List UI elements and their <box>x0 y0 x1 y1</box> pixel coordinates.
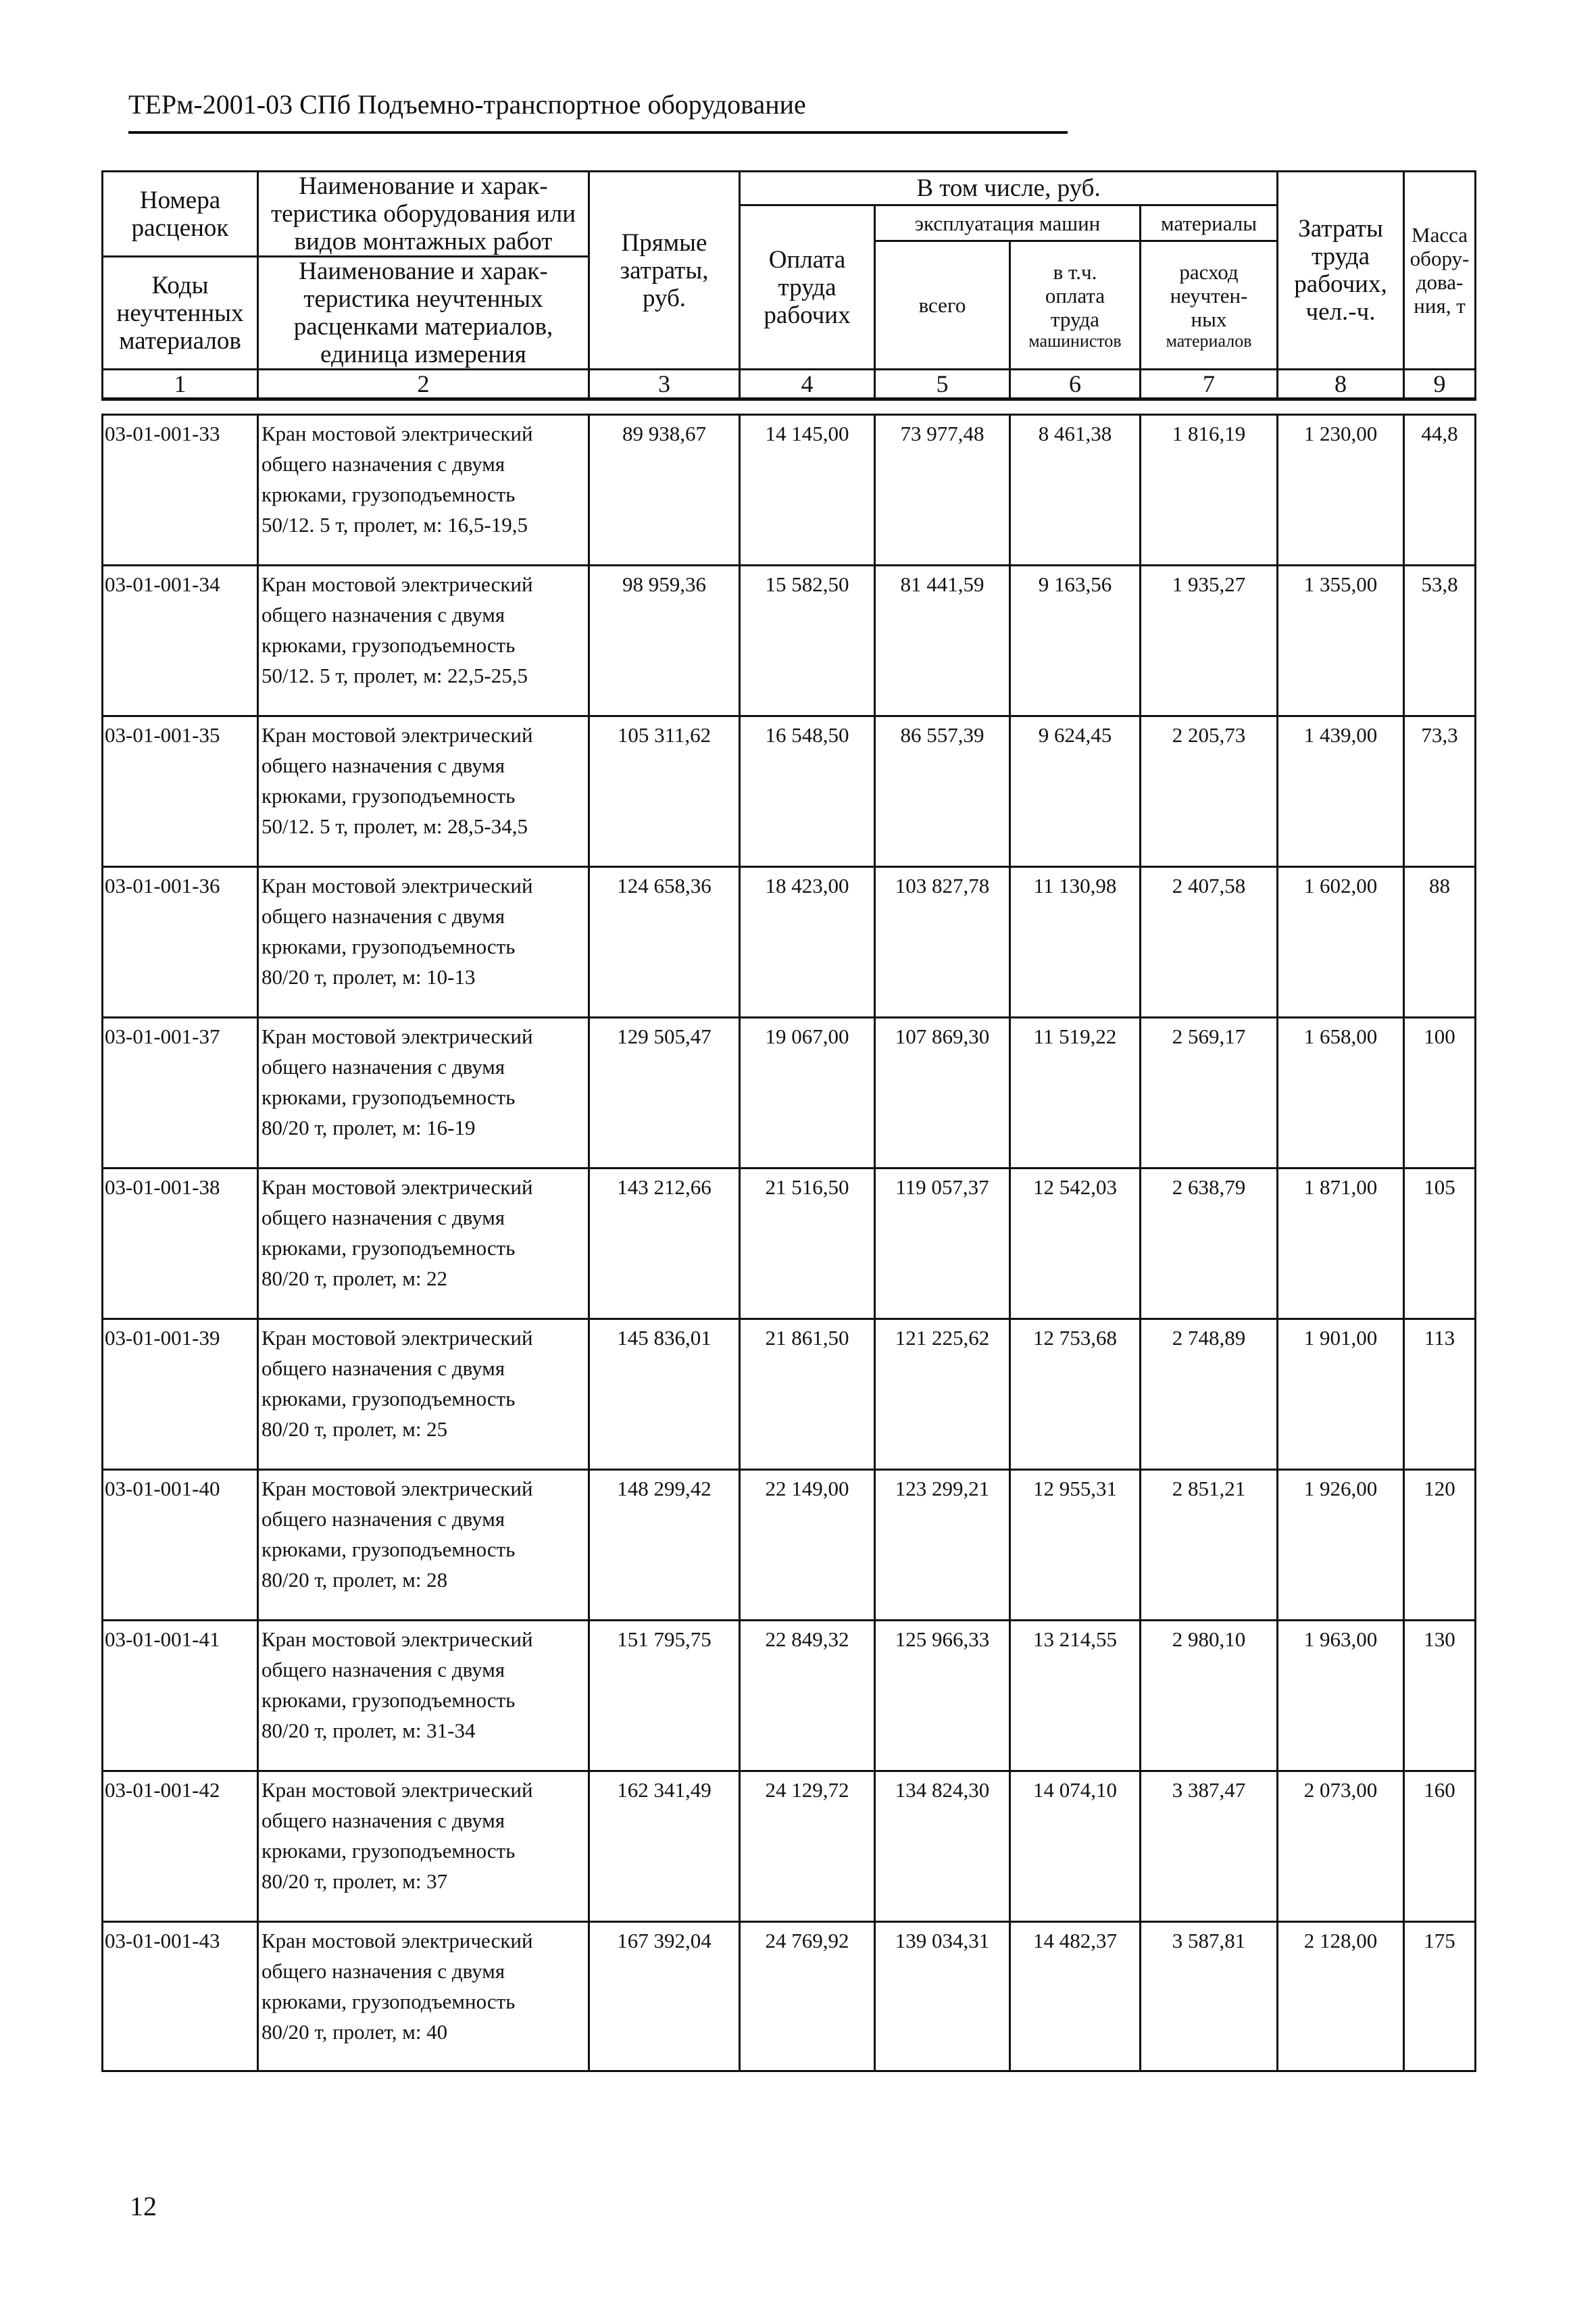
worker-pay: 22 849,32 <box>740 1621 875 1771</box>
description-line: крюками, грузоподъемность <box>261 1085 516 1109</box>
materials-cost: 2 407,58 <box>1141 867 1278 1018</box>
column-number: 2 <box>258 370 589 399</box>
direct-costs: 98 959,36 <box>589 566 740 716</box>
labor-hours: 1 658,00 <box>1278 1018 1404 1168</box>
direct-costs: 129 505,47 <box>589 1018 740 1168</box>
header-direct-costs: Прямые затраты, руб. <box>589 172 740 370</box>
equipment-description <box>258 1621 589 1771</box>
direct-costs: 151 795,75 <box>589 1621 740 1771</box>
materials-cost: 2 748,89 <box>1141 1319 1278 1470</box>
rate-code: 03-01-001-37 <box>103 1018 258 1168</box>
machine-cost-total: 103 827,78 <box>875 867 1010 1018</box>
table-row <box>103 1621 1476 1771</box>
description-line: крюками, грузоподъемность <box>261 1688 516 1712</box>
machinist-pay: 9 624,45 <box>1010 716 1141 867</box>
column-number: 1 <box>103 370 258 399</box>
direct-costs: 162 341,49 <box>589 1771 740 1922</box>
worker-pay: 16 548,50 <box>740 716 875 867</box>
direct-costs: 143 212,66 <box>589 1168 740 1319</box>
materials-cost: 2 205,73 <box>1141 716 1278 867</box>
description-line: Кран мостовой электрический <box>261 1477 533 1500</box>
equipment-mass: 88 <box>1404 867 1476 1018</box>
description-line: общего назначения с двумя <box>261 1808 505 1832</box>
machinist-pay: 14 074,10 <box>1010 1771 1141 1922</box>
rate-code: 03-01-001-43 <box>103 1922 258 2071</box>
description-line: общего назначения с двумя <box>261 1206 505 1229</box>
page-title: ТЕРм-2001-03 СПб Подъемно-транспортное оборудование <box>128 89 806 120</box>
machinist-pay: 12 955,31 <box>1010 1470 1141 1621</box>
description-line: крюками, грузоподъемность <box>261 1236 516 1260</box>
table-row <box>103 566 1476 716</box>
equipment-description <box>258 1771 589 1922</box>
description-line: Кран мостовой электрический <box>261 1326 533 1350</box>
equipment-description <box>258 1470 589 1621</box>
direct-costs: 124 658,36 <box>589 867 740 1018</box>
direct-costs: 167 392,04 <box>589 1922 740 2071</box>
description-line: крюками, грузоподъемность <box>261 1537 516 1561</box>
table-row <box>103 716 1476 867</box>
description-line: 80/20 т, пролет, м: 37 <box>261 1869 448 1893</box>
header-equipment-name: Наименование и харак- теристика оборудования или видов монтажных работ <box>258 172 589 257</box>
description-line: 80/20 т, пролет, м: 16-19 <box>261 1116 476 1139</box>
labor-hours: 1 355,00 <box>1278 566 1404 716</box>
header-worker-pay: Оплата труда рабочих <box>740 205 875 370</box>
materials-cost: 2 569,17 <box>1141 1018 1278 1168</box>
rate-code: 03-01-001-38 <box>103 1168 258 1319</box>
labor-hours: 1 602,00 <box>1278 867 1404 1018</box>
description-line: Кран мостовой электрический <box>261 874 533 897</box>
column-number: 8 <box>1278 370 1404 399</box>
machine-cost-total: 86 557,39 <box>875 716 1010 867</box>
description-line: Кран мостовой электрический <box>261 572 533 596</box>
equipment-mass: 73,3 <box>1404 716 1476 867</box>
table-row <box>103 1018 1476 1168</box>
description-line: общего назначения с двумя <box>261 452 505 476</box>
description-line: общего назначения с двумя <box>261 1658 505 1681</box>
header-material-name: Наименование и харак- теристика неучтенных расценками материалов, единица измерения <box>258 257 589 370</box>
description-line: крюками, грузоподъемность <box>261 784 516 808</box>
description-line: Кран мостовой электрический <box>261 1929 533 1952</box>
description-line: 50/12. 5 т, пролет, м: 16,5-19,5 <box>261 513 528 537</box>
machinist-pay: 13 214,55 <box>1010 1621 1141 1771</box>
equipment-mass: 44,8 <box>1404 415 1476 566</box>
column-number: 4 <box>740 370 875 399</box>
equipment-description <box>258 566 589 716</box>
description-line: 80/20 т, пролет, м: 40 <box>261 2020 448 2044</box>
description-line: Кран мостовой электрический <box>261 1175 533 1199</box>
description-line: Кран мостовой электрический <box>261 1627 533 1651</box>
equipment-description <box>258 1922 589 2071</box>
column-number: 9 <box>1404 370 1476 399</box>
rates-table <box>101 414 1476 2072</box>
description-line: 80/20 т, пролет, м: 31-34 <box>261 1719 476 1742</box>
machine-cost-total: 81 441,59 <box>875 566 1010 716</box>
machinist-pay: 11 130,98 <box>1010 867 1141 1018</box>
equipment-description <box>258 716 589 867</box>
header-machine-total: всего <box>875 241 1010 370</box>
machine-cost-total: 107 869,30 <box>875 1018 1010 1168</box>
direct-costs: 148 299,42 <box>589 1470 740 1621</box>
table-row <box>103 1470 1476 1621</box>
machinist-pay: 11 519,22 <box>1010 1018 1141 1168</box>
description-line: 80/20 т, пролет, м: 22 <box>261 1266 448 1290</box>
header-materials: материалы <box>1141 205 1278 241</box>
worker-pay: 22 149,00 <box>740 1470 875 1621</box>
equipment-description <box>258 1319 589 1470</box>
description-line: крюками, грузоподъемность <box>261 935 516 958</box>
description-line: Кран мостовой электрический <box>261 1025 533 1048</box>
equipment-mass: 160 <box>1404 1771 1476 1922</box>
table-row <box>103 867 1476 1018</box>
worker-pay: 24 769,92 <box>740 1922 875 2071</box>
description-line: 50/12. 5 т, пролет, м: 28,5-34,5 <box>261 814 528 838</box>
description-line: Кран мостовой электрический <box>261 723 533 747</box>
machinist-pay: 12 542,03 <box>1010 1168 1141 1319</box>
materials-cost: 2 851,21 <box>1141 1470 1278 1621</box>
page-number: 12 <box>130 2191 157 2221</box>
table-header <box>101 170 1476 401</box>
worker-pay: 24 129,72 <box>740 1771 875 1922</box>
header-rate-numbers: Номера расценок <box>103 172 258 257</box>
worker-pay: 21 861,50 <box>740 1319 875 1470</box>
rate-code: 03-01-001-34 <box>103 566 258 716</box>
equipment-description <box>258 867 589 1018</box>
description-line: общего назначения с двумя <box>261 603 505 626</box>
description-line: Кран мостовой электрический <box>261 422 533 445</box>
equipment-description <box>258 1168 589 1319</box>
labor-hours: 1 439,00 <box>1278 716 1404 867</box>
description-line: крюками, грузоподъемность <box>261 1839 516 1863</box>
description-line: общего назначения с двумя <box>261 904 505 928</box>
column-number: 7 <box>1141 370 1278 399</box>
direct-costs: 89 938,67 <box>589 415 740 566</box>
machine-cost-total: 123 299,21 <box>875 1470 1010 1621</box>
equipment-mass: 113 <box>1404 1319 1476 1470</box>
table-row <box>103 1771 1476 1922</box>
header-unaccounted-materials: расход неучтен- ных материалов <box>1141 241 1278 370</box>
labor-hours: 1 230,00 <box>1278 415 1404 566</box>
rate-code: 03-01-001-40 <box>103 1470 258 1621</box>
worker-pay: 21 516,50 <box>740 1168 875 1319</box>
equipment-mass: 53,8 <box>1404 566 1476 716</box>
rate-code: 03-01-001-39 <box>103 1319 258 1470</box>
machine-cost-total: 125 966,33 <box>875 1621 1010 1771</box>
table-row <box>103 1922 1476 2071</box>
equipment-description <box>258 1018 589 1168</box>
materials-cost: 1 816,19 <box>1141 415 1278 566</box>
worker-pay: 18 423,00 <box>740 867 875 1018</box>
rate-code: 03-01-001-36 <box>103 867 258 1018</box>
title-rule <box>128 131 1068 134</box>
materials-cost: 3 587,81 <box>1141 1922 1278 2071</box>
equipment-mass: 175 <box>1404 1922 1476 2071</box>
machine-cost-total: 139 034,31 <box>875 1922 1010 2071</box>
machine-cost-total: 73 977,48 <box>875 415 1010 566</box>
labor-hours: 1 926,00 <box>1278 1470 1404 1621</box>
labor-hours: 1 963,00 <box>1278 1621 1404 1771</box>
description-line: крюками, грузоподъемность <box>261 1990 516 2013</box>
worker-pay: 19 067,00 <box>740 1018 875 1168</box>
header-mass: Масса обору- дова- ния, т <box>1404 172 1476 370</box>
direct-costs: 145 836,01 <box>589 1319 740 1470</box>
header-machine-operation: эксплуатация машин <box>875 205 1141 241</box>
description-line: 80/20 т, пролет, м: 25 <box>261 1417 448 1441</box>
machine-cost-total: 134 824,30 <box>875 1771 1010 1922</box>
description-line: общего назначения с двумя <box>261 1959 505 1983</box>
worker-pay: 14 145,00 <box>740 415 875 566</box>
direct-costs: 105 311,62 <box>589 716 740 867</box>
header-material-codes: Коды неучтенных материалов <box>103 257 258 370</box>
equipment-mass: 120 <box>1404 1470 1476 1621</box>
description-line: крюками, грузоподъемность <box>261 1387 516 1410</box>
header-group-label: В том числе, руб. <box>740 172 1278 205</box>
rate-code: 03-01-001-35 <box>103 716 258 867</box>
rate-code: 03-01-001-41 <box>103 1621 258 1771</box>
equipment-description <box>258 415 589 566</box>
machine-cost-total: 119 057,37 <box>875 1168 1010 1319</box>
worker-pay: 15 582,50 <box>740 566 875 716</box>
column-number: 6 <box>1010 370 1141 399</box>
rate-code: 03-01-001-42 <box>103 1771 258 1922</box>
machine-cost-total: 121 225,62 <box>875 1319 1010 1470</box>
labor-hours: 1 901,00 <box>1278 1319 1404 1470</box>
description-line: общего назначения с двумя <box>261 754 505 777</box>
equipment-mass: 100 <box>1404 1018 1476 1168</box>
column-number: 5 <box>875 370 1010 399</box>
table-row <box>103 415 1476 566</box>
machinist-pay: 14 482,37 <box>1010 1922 1141 2071</box>
table-row <box>103 1319 1476 1470</box>
description-line: Кран мостовой электрический <box>261 1778 533 1802</box>
description-line: 80/20 т, пролет, м: 28 <box>261 1568 448 1592</box>
description-line: крюками, грузоподъемность <box>261 483 516 506</box>
description-line: 80/20 т, пролет, м: 10-13 <box>261 965 476 989</box>
description-line: общего назначения с двумя <box>261 1055 505 1079</box>
equipment-mass: 105 <box>1404 1168 1476 1319</box>
header-labor-hours: Затраты труда рабочих, чел.-ч. <box>1278 172 1404 370</box>
labor-hours: 2 128,00 <box>1278 1922 1404 2071</box>
machinist-pay: 9 163,56 <box>1010 566 1141 716</box>
materials-cost: 1 935,27 <box>1141 566 1278 716</box>
materials-cost: 2 638,79 <box>1141 1168 1278 1319</box>
rate-code: 03-01-001-33 <box>103 415 258 566</box>
materials-cost: 2 980,10 <box>1141 1621 1278 1771</box>
equipment-mass: 130 <box>1404 1621 1476 1771</box>
machinist-pay: 12 753,68 <box>1010 1319 1141 1470</box>
description-line: общего назначения с двумя <box>261 1356 505 1380</box>
machinist-pay: 8 461,38 <box>1010 415 1141 566</box>
materials-cost: 3 387,47 <box>1141 1771 1278 1922</box>
labor-hours: 1 871,00 <box>1278 1168 1404 1319</box>
description-line: крюками, грузоподъемность <box>261 633 516 657</box>
description-line: общего назначения с двумя <box>261 1507 505 1531</box>
column-number: 3 <box>589 370 740 399</box>
labor-hours: 2 073,00 <box>1278 1771 1404 1922</box>
table-row <box>103 1168 1476 1319</box>
description-line: 50/12. 5 т, пролет, м: 22,5-25,5 <box>261 664 528 687</box>
header-machinist-pay: в т.ч. оплата труда машинистов <box>1010 241 1141 370</box>
